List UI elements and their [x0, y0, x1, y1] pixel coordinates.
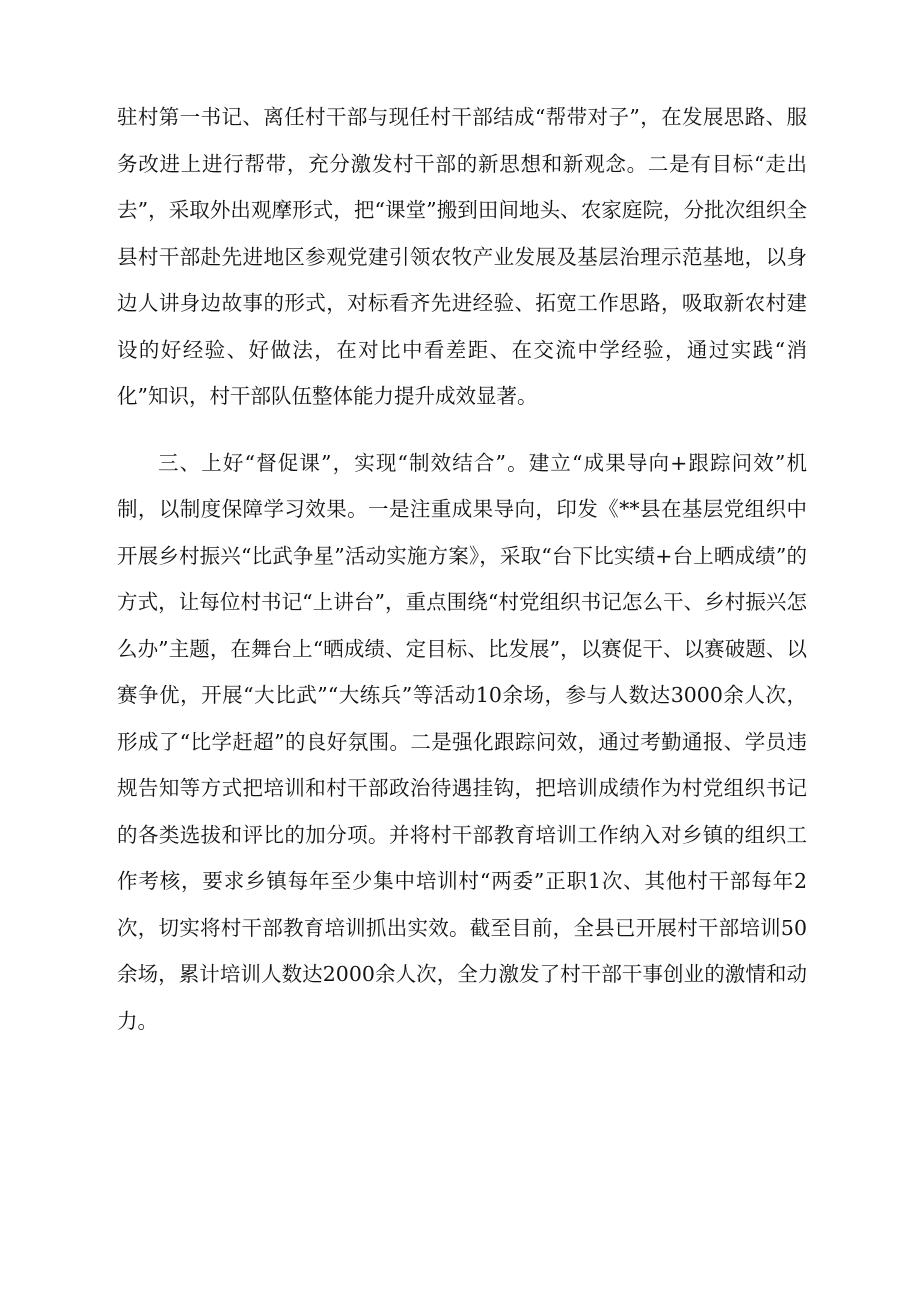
paragraph-section-three: 三、上好“督促课”，实现“制效结合”。建立“成果导向+跟踪问效”机制，以制度保障学习效果。一是注重成果导向，印发《**县在基层党组织中开展乡村振兴“比武争星”活动实施方案》，采取“台下比实绩+台上晒成绩”的方式，让每位村书记“上讲台”，重点围绕“村党组织书记怎么干、乡村振兴怎么办”主题，在舞台上“晒成绩、定目标、比发展”，以赛促干、以赛破题、以赛争优，开展“大比武”“大练兵”等活动10余场，参与人数达3000余人次，形成了“比学赶超”的良好氛围。二是强化跟踪问效，通过考勤通报、学员违规告知等方式把培训和村干部政治待遇挂钩，把培训成绩作为村党组织书记的各类选拔和评比的加分项。并将村干部教育培训工作纳入对乡镇的组织工作考核，要求乡镇每年至少集中培训村“两委”正职1次、其他村干部每年2次，切实将村干部教育培训抓出实效。截至目前，全县已开展村干部培训50余场，累计培训人数达2000余人次，全力激发了村干部干事创业的激情和动力。 [117, 450, 807, 1033]
document-body [117, 94, 807, 1044]
paragraph-continuation: 驻村第一书记、离任村干部与现任村干部结成“帮带对子”，在发展思路、服务改进上进行帮带，充分激发村干部的新思想和新观念。二是有目标“走出去”，采取外出观摩形式，把“课堂”搬到田间地头、农家庭院，分批次组织全县村干部赴先进地区参观党建引领农牧产业发展及基层治理示范基地，以身边人讲身边故事的形式，对标看齐先进经验、拓宽工作思路，吸取新农村建设的好经验、好做法，在对比中看差距、在交流中学经验，通过实践“消化”知识，村干部队伍整体能力提升成效显著。 [117, 105, 807, 408]
